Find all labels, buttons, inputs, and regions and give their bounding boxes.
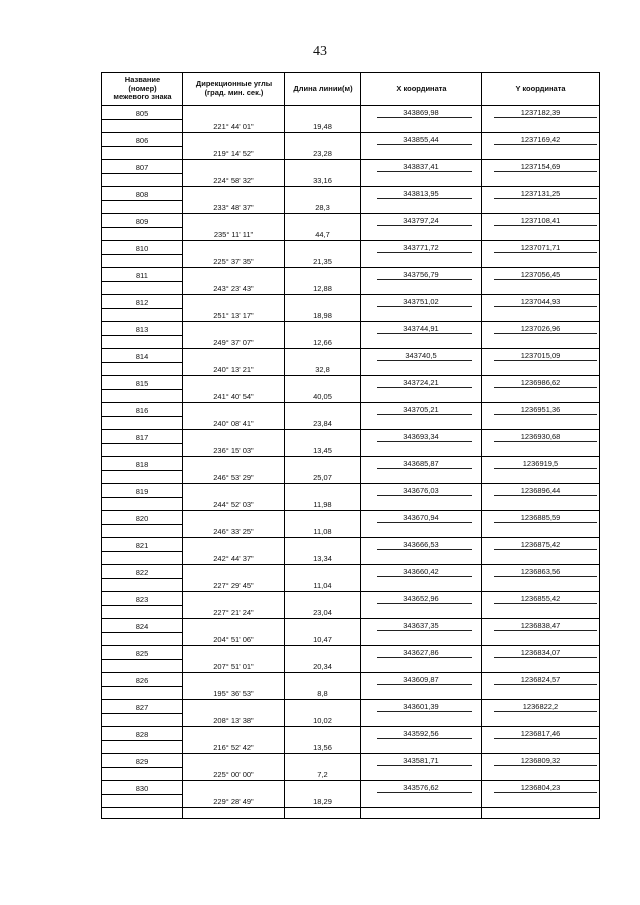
point-name: 815 — [135, 379, 149, 388]
line-length: 18,29 — [313, 797, 332, 806]
coordinate-underline — [377, 603, 472, 604]
point-name: 816 — [135, 406, 149, 415]
y-coordinate: 1236855,42 — [520, 594, 561, 603]
point-name: 808 — [135, 190, 149, 199]
direction-angle: 195° 36' 53" — [213, 689, 254, 698]
coordinate-underline — [377, 117, 472, 118]
coordinate-underline — [377, 711, 472, 712]
direction-angle: 246° 53' 29" — [213, 473, 254, 482]
x-coordinate: 343693,34 — [403, 432, 439, 441]
coordinate-underline — [494, 603, 597, 604]
y-coordinate: 1236822,2 — [522, 702, 559, 711]
point-name: 813 — [135, 325, 149, 334]
y-coordinate: 1236824,57 — [520, 675, 561, 684]
coordinate-underline — [377, 549, 472, 550]
row-rule — [102, 767, 182, 768]
row-rule — [102, 281, 182, 282]
point-name: 810 — [135, 244, 149, 253]
direction-angle: 233° 48' 37" — [213, 203, 254, 212]
x-coordinate: 343609,87 — [403, 675, 439, 684]
table-row — [102, 322, 599, 349]
row-rule — [102, 416, 182, 417]
table-row — [102, 160, 599, 187]
line-length: 12,66 — [313, 338, 332, 347]
row-rule — [102, 146, 182, 147]
coordinate-underline — [494, 252, 597, 253]
point-name: 823 — [135, 595, 149, 604]
coordinate-underline — [494, 333, 597, 334]
table-header — [102, 73, 599, 106]
y-coordinate: 1237169,42 — [520, 135, 561, 144]
table-row — [102, 403, 599, 430]
x-coordinate: 343670,94 — [403, 513, 439, 522]
row-rule — [102, 200, 182, 201]
row-rule — [102, 227, 182, 228]
direction-angle: 246° 33' 25" — [213, 527, 254, 536]
line-length: 40,05 — [313, 392, 332, 401]
coordinate-underline — [377, 225, 472, 226]
point-name: 825 — [135, 649, 149, 658]
table-row — [102, 457, 599, 484]
line-length: 13,56 — [313, 743, 332, 752]
coordinate-underline — [494, 171, 597, 172]
table-row — [102, 187, 599, 214]
y-coordinate: 1237015,09 — [520, 351, 561, 360]
table-row — [102, 430, 599, 457]
coordinate-underline — [377, 495, 472, 496]
x-coordinate: 343685,87 — [403, 459, 439, 468]
x-coordinate: 343576,62 — [403, 783, 439, 792]
line-length: 11,08 — [313, 527, 332, 536]
table-row — [102, 295, 599, 322]
coordinate-underline — [494, 144, 597, 145]
direction-angle: 216° 52' 42" — [213, 743, 254, 752]
coordinate-underline — [377, 279, 472, 280]
line-length: 10,02 — [313, 716, 332, 725]
point-name: 829 — [135, 757, 149, 766]
row-rule — [102, 254, 182, 255]
y-coordinate: 1237071,71 — [520, 243, 561, 252]
table-row — [102, 754, 599, 781]
line-length: 7,2 — [317, 770, 328, 779]
coordinate-underline — [377, 630, 472, 631]
line-length: 33,16 — [313, 176, 332, 185]
x-coordinate: 343869,98 — [403, 108, 439, 117]
coordinate-underline — [494, 306, 597, 307]
coordinate-underline — [377, 684, 472, 685]
point-name: 806 — [135, 136, 149, 145]
y-coordinate: 1236863,56 — [520, 567, 561, 576]
coordinates-table — [101, 72, 600, 819]
line-length: 23,04 — [313, 608, 332, 617]
point-name: 812 — [135, 298, 149, 307]
direction-angle: 225° 37' 35" — [213, 257, 254, 266]
line-length: 13,34 — [313, 554, 332, 563]
direction-angle: 241° 40' 54" — [213, 392, 254, 401]
x-coordinate: 343724,21 — [403, 378, 439, 387]
direction-angle: 224° 58' 32" — [213, 176, 254, 185]
coordinate-underline — [494, 522, 597, 523]
row-rule — [102, 713, 182, 714]
direction-angle: 244° 52' 03" — [213, 500, 254, 509]
direction-angle: 207° 51' 01" — [213, 662, 254, 671]
table-row — [102, 538, 599, 565]
direction-angle: 240° 13' 21" — [213, 365, 254, 374]
x-coordinate: 343837,41 — [403, 162, 439, 171]
row-rule — [183, 807, 284, 808]
line-length: 44,7 — [315, 230, 330, 239]
coordinate-underline — [377, 792, 472, 793]
coordinate-underline — [377, 414, 472, 415]
y-coordinate: 1237154,69 — [520, 162, 561, 171]
point-name: 821 — [135, 541, 149, 550]
table-row — [102, 376, 599, 403]
y-coordinate: 1237108,41 — [520, 216, 561, 225]
row-rule — [102, 632, 182, 633]
direction-angle: 227° 21' 24" — [213, 608, 254, 617]
point-name: 828 — [135, 730, 149, 739]
y-coordinate: 1236817,46 — [520, 729, 561, 738]
row-rule — [102, 807, 182, 808]
line-length: 18,98 — [313, 311, 332, 320]
coordinate-underline — [377, 441, 472, 442]
line-length: 32,8 — [315, 365, 330, 374]
row-rule — [482, 807, 599, 808]
line-length: 10,47 — [313, 635, 332, 644]
direction-angle: 221° 44' 01" — [213, 122, 254, 131]
line-length: 23,84 — [313, 419, 332, 428]
table-row — [102, 133, 599, 160]
point-name: 819 — [135, 487, 149, 496]
x-coordinate: 343705,21 — [403, 405, 439, 414]
table-row — [102, 673, 599, 700]
line-length: 12,88 — [313, 284, 332, 293]
direction-angle: 242° 44' 37" — [213, 554, 254, 563]
direction-angle: 229° 28' 49" — [213, 797, 254, 806]
x-coordinate: 343751,02 — [403, 297, 439, 306]
x-coordinate: 343813,95 — [403, 189, 439, 198]
table-row — [102, 592, 599, 619]
x-coordinate: 343581,71 — [403, 756, 439, 765]
direction-angle: 235° 11' 11" — [213, 230, 254, 239]
line-length: 8,8 — [317, 689, 328, 698]
x-coordinate: 343797,24 — [403, 216, 439, 225]
point-name: 811 — [136, 271, 148, 280]
table-row — [102, 619, 599, 646]
direction-angle: 227° 29' 45" — [213, 581, 254, 590]
row-rule — [102, 443, 182, 444]
table-row — [102, 511, 599, 538]
table-row — [102, 214, 599, 241]
y-coordinate: 1236834,07 — [520, 648, 561, 657]
y-coordinate: 1236875,42 — [520, 540, 561, 549]
coordinate-underline — [494, 657, 597, 658]
y-coordinate: 1236896,44 — [520, 486, 561, 495]
coordinate-underline — [377, 333, 472, 334]
x-coordinate: 343756,79 — [403, 270, 439, 279]
x-coordinate: 343744,91 — [403, 324, 439, 333]
header-point-name: Название (номер) межевого знака — [113, 75, 172, 102]
x-coordinate: 343637,35 — [403, 621, 439, 630]
coordinate-underline — [377, 387, 472, 388]
x-coordinate: 343601,39 — [403, 702, 439, 711]
coordinate-underline — [377, 198, 472, 199]
table-row — [102, 727, 599, 754]
coordinate-underline — [377, 252, 472, 253]
coordinate-underline — [494, 684, 597, 685]
line-length: 19,48 — [313, 122, 332, 131]
coordinate-underline — [494, 387, 597, 388]
point-name: 807 — [135, 163, 149, 172]
coordinate-underline — [377, 468, 472, 469]
coordinate-underline — [494, 576, 597, 577]
point-name: 809 — [135, 217, 149, 226]
point-name: 830 — [135, 784, 149, 793]
x-coordinate: 343771,72 — [403, 243, 439, 252]
y-coordinate: 1236838,47 — [520, 621, 561, 630]
coordinate-underline — [377, 576, 472, 577]
y-coordinate: 1237182,39 — [520, 108, 561, 117]
coordinate-underline — [377, 144, 472, 145]
line-length: 11,98 — [313, 500, 332, 509]
header-x-coordinate: Х координата — [396, 83, 447, 93]
row-rule — [102, 119, 182, 120]
coordinate-underline — [377, 657, 472, 658]
coordinate-underline — [377, 522, 472, 523]
direction-angle: 243° 23' 43" — [213, 284, 254, 293]
coordinate-underline — [377, 738, 472, 739]
row-rule — [102, 470, 182, 471]
line-length: 20,34 — [313, 662, 332, 671]
coordinate-underline — [494, 549, 597, 550]
x-coordinate: 343627,86 — [403, 648, 439, 657]
y-coordinate: 1236986,62 — [520, 378, 561, 387]
coordinate-underline — [494, 414, 597, 415]
point-name: 820 — [135, 514, 149, 523]
x-coordinate: 343660,42 — [403, 567, 439, 576]
line-length: 11,04 — [313, 581, 332, 590]
point-name: 824 — [135, 622, 149, 631]
y-coordinate: 1236930,68 — [520, 432, 561, 441]
y-coordinate: 1237026,96 — [520, 324, 561, 333]
coordinate-underline — [494, 225, 597, 226]
point-name: 814 — [135, 352, 149, 361]
row-rule — [102, 551, 182, 552]
coordinate-underline — [494, 792, 597, 793]
direction-angle: 219° 14' 52" — [213, 149, 254, 158]
table-row — [102, 700, 599, 727]
coordinate-underline — [494, 360, 597, 361]
row-rule — [102, 173, 182, 174]
header-direction-angles: Дирекционные углы (град. мин. сек.) — [195, 79, 273, 97]
direction-angle: 251° 13' 17" — [213, 311, 254, 320]
coordinate-underline — [494, 441, 597, 442]
x-coordinate: 343740,5 — [405, 351, 437, 360]
direction-angle: 204° 51' 06" — [213, 635, 254, 644]
y-coordinate: 1236951,36 — [520, 405, 561, 414]
line-length: 21,35 — [313, 257, 332, 266]
row-rule — [102, 335, 182, 336]
coordinate-underline — [494, 630, 597, 631]
x-coordinate: 343652,96 — [403, 594, 439, 603]
row-rule — [102, 659, 182, 660]
coordinate-underline — [377, 171, 472, 172]
y-coordinate: 1236885,59 — [520, 513, 561, 522]
coordinate-underline — [494, 711, 597, 712]
coordinate-underline — [494, 468, 597, 469]
coordinate-underline — [377, 360, 472, 361]
coordinate-underline — [377, 306, 472, 307]
x-coordinate: 343676,03 — [403, 486, 439, 495]
point-name: 805 — [135, 109, 149, 118]
row-rule — [102, 740, 182, 741]
header-line-length: Длина линии(м) — [293, 83, 353, 93]
x-coordinate: 343855,44 — [403, 135, 439, 144]
coordinate-underline — [494, 198, 597, 199]
table-row — [102, 349, 599, 376]
point-name: 827 — [135, 703, 149, 712]
row-rule — [102, 578, 182, 579]
table-row — [102, 106, 599, 133]
line-length: 13,45 — [313, 446, 332, 455]
y-coordinate: 1236919,5 — [522, 459, 559, 468]
point-name: 817 — [135, 433, 149, 442]
row-rule — [102, 497, 182, 498]
line-length: 28,3 — [315, 203, 330, 212]
table-row — [102, 781, 599, 808]
row-rule — [102, 362, 182, 363]
row-rule — [285, 807, 360, 808]
line-length: 23,28 — [313, 149, 332, 158]
direction-angle: 249° 37' 07" — [213, 338, 254, 347]
row-rule — [102, 389, 182, 390]
coordinate-underline — [494, 738, 597, 739]
line-length: 25,07 — [313, 473, 332, 482]
x-coordinate: 343592,56 — [403, 729, 439, 738]
y-coordinate: 1236804,23 — [520, 783, 561, 792]
page-number: 43 — [313, 44, 327, 59]
y-coordinate: 1237056,45 — [520, 270, 561, 279]
y-coordinate: 1236809,32 — [520, 756, 561, 765]
row-rule — [102, 605, 182, 606]
table-row — [102, 268, 599, 295]
point-name: 826 — [135, 676, 149, 685]
coordinate-underline — [377, 765, 472, 766]
table-row — [102, 484, 599, 511]
point-name: 818 — [135, 460, 149, 469]
row-rule — [361, 807, 481, 808]
table-row — [102, 565, 599, 592]
direction-angle: 225° 00' 00" — [213, 770, 254, 779]
table-row — [102, 241, 599, 268]
coordinate-underline — [494, 279, 597, 280]
row-rule — [102, 686, 182, 687]
x-coordinate: 343666,53 — [403, 540, 439, 549]
row-rule — [102, 794, 182, 795]
coordinate-underline — [494, 117, 597, 118]
y-coordinate: 1237044,93 — [520, 297, 561, 306]
coordinate-underline — [494, 765, 597, 766]
header-y-coordinate: Y координата — [515, 83, 566, 93]
direction-angle: 236° 15' 03" — [213, 446, 254, 455]
y-coordinate: 1237131,25 — [520, 189, 561, 198]
direction-angle: 208° 13' 38" — [213, 716, 254, 725]
table-row — [102, 646, 599, 673]
coordinate-underline — [494, 495, 597, 496]
direction-angle: 240° 08' 41" — [213, 419, 254, 428]
point-name: 822 — [135, 568, 149, 577]
row-rule — [102, 308, 182, 309]
row-rule — [102, 524, 182, 525]
